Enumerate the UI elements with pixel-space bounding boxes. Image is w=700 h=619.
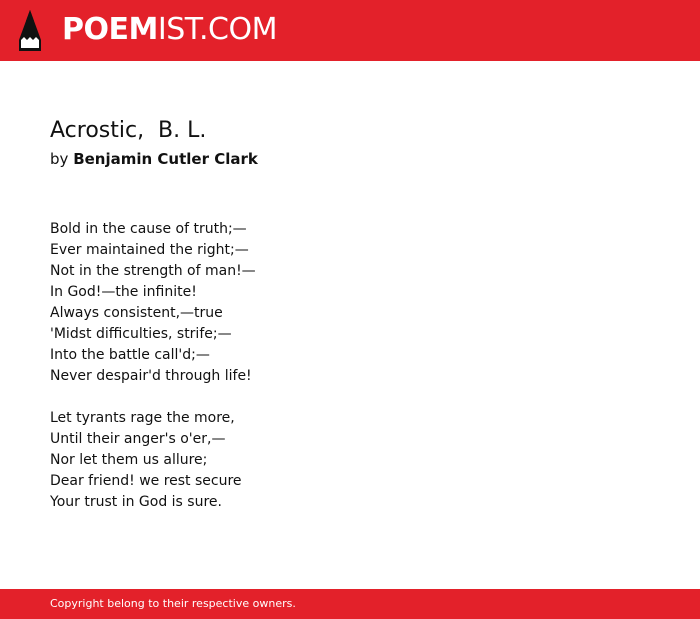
poem-line: Your trust in God is sure. (50, 494, 222, 510)
site-logo[interactable] (62, 11, 277, 49)
poem-line: Ever maintained the right;— (50, 242, 249, 258)
poem-line: Bold in the cause of truth;— (50, 221, 247, 237)
site-footer (0, 589, 700, 619)
poem-line: In God!—the infinite! (50, 284, 197, 300)
poem-title: Acrostic, B. L. (50, 118, 207, 143)
poem-line: Not in the strength of man!— (50, 263, 256, 279)
poem-line: Never despair'd through life! (50, 368, 252, 384)
poem-author[interactable]: Benjamin Cutler Clark (73, 150, 258, 168)
poem-line: Nor let them us allure; (50, 452, 208, 468)
poem-stanza (50, 408, 256, 513)
poem-line: Let tyrants rage the more, (50, 410, 235, 426)
poem-line: 'Midst difficulties, strife;— (50, 326, 232, 342)
poem-line: Dear friend! we rest secure (50, 473, 242, 489)
poem-line: Until their anger's o'er,— (50, 431, 226, 447)
by-label: by (50, 150, 69, 168)
pencil-icon[interactable] (17, 10, 43, 51)
copyright-notice: Copyright belong to their respective owners. (50, 597, 296, 610)
site-header (0, 0, 700, 61)
poem-body (50, 219, 256, 513)
poem-line: Into the battle call'd;— (50, 347, 210, 363)
poem-stanza (50, 219, 256, 387)
poem-line: Always consistent,—true (50, 305, 223, 321)
logo-light-text: IST.COM (157, 12, 277, 47)
logo-bold-text: POEM (62, 12, 158, 47)
poem-byline (50, 149, 258, 169)
